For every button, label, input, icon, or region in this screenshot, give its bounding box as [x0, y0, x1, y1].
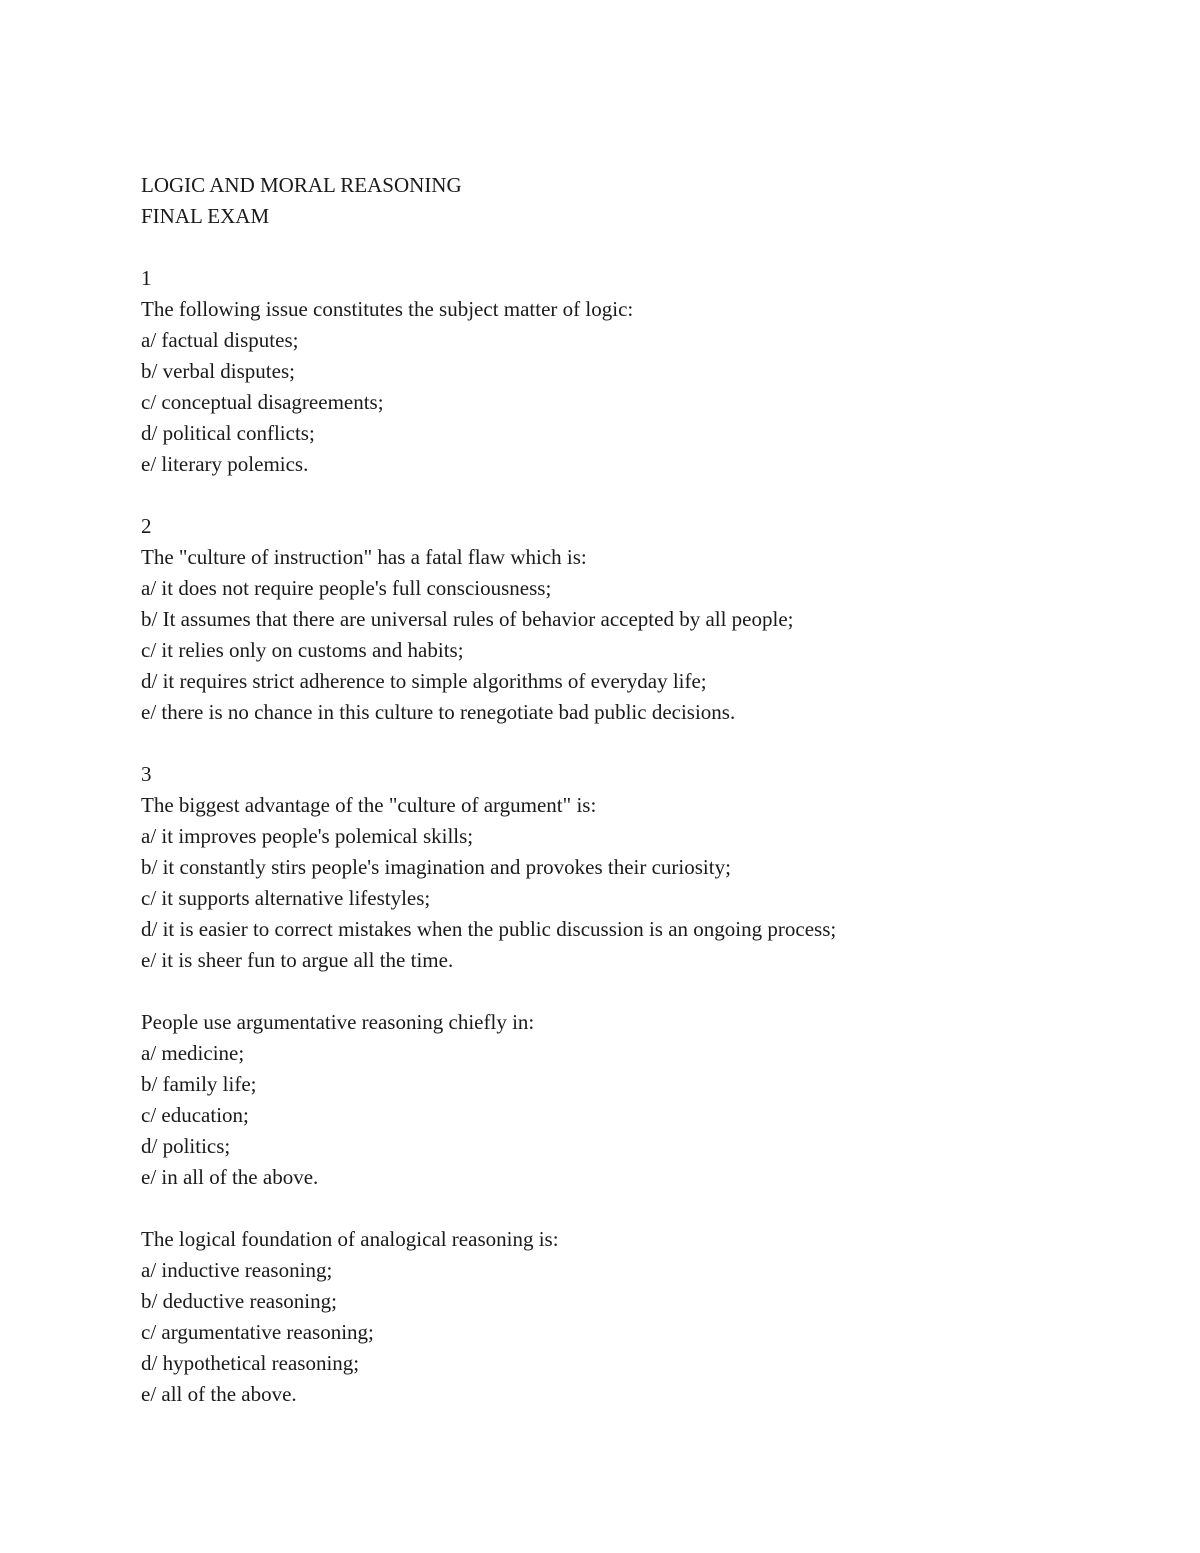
title-block: [141, 170, 1101, 232]
question-5: [141, 1224, 1101, 1410]
option-e: e/ literary polemics.: [141, 452, 309, 476]
answer-options: [141, 1038, 1101, 1193]
option-a: a/ factual disputes;: [141, 328, 299, 352]
answer-options: [141, 1255, 1101, 1410]
document-title: LOGIC AND MORAL REASONING: [141, 173, 462, 197]
option-b: b/ family life;: [141, 1072, 257, 1096]
answer-options: [141, 325, 1101, 480]
question-number: 1: [141, 266, 152, 290]
document-body: [141, 170, 1101, 1410]
option-a: a/ it improves people's polemical skills;: [141, 824, 474, 848]
question-1: [141, 263, 1101, 480]
question-prompt: People use argumentative reasoning chiefly in:: [141, 1010, 535, 1034]
option-a: a/ it does not require people's full consciousness;: [141, 576, 552, 600]
question-2: [141, 511, 1101, 728]
question-prompt: The "culture of instruction" has a fatal flaw which is:: [141, 545, 587, 569]
question-3: [141, 759, 1101, 976]
option-a: a/ medicine;: [141, 1041, 245, 1065]
option-e: e/ in all of the above.: [141, 1165, 319, 1189]
option-c: c/ argumentative reasoning;: [141, 1320, 374, 1344]
option-e: e/ there is no chance in this culture to renegotiate bad public decisions.: [141, 700, 736, 724]
question-prompt: The biggest advantage of the "culture of argument" is:: [141, 793, 597, 817]
option-b: b/ It assumes that there are universal rules of behavior accepted by all people;: [141, 607, 794, 631]
option-b: b/ it constantly stirs people's imagination and provokes their curiosity;: [141, 855, 731, 879]
option-d: d/ it is easier to correct mistakes when the public discussion is an ongoing process;: [141, 917, 837, 941]
option-d: d/ political conflicts;: [141, 421, 315, 445]
option-d: d/ politics;: [141, 1134, 231, 1158]
document-subtitle: FINAL EXAM: [141, 204, 270, 228]
answer-options: [141, 821, 1101, 976]
question-number: 3: [141, 762, 152, 786]
option-c: c/ education;: [141, 1103, 249, 1127]
answer-options: [141, 573, 1101, 728]
option-c: c/ it relies only on customs and habits;: [141, 638, 464, 662]
option-e: e/ all of the above.: [141, 1382, 297, 1406]
option-b: b/ verbal disputes;: [141, 359, 295, 383]
option-d: d/ hypothetical reasoning;: [141, 1351, 360, 1375]
question-prompt: The logical foundation of analogical reasoning is:: [141, 1227, 559, 1251]
option-d: d/ it requires strict adherence to simple algorithms of everyday life;: [141, 669, 707, 693]
question-4: [141, 1007, 1101, 1193]
option-a: a/ inductive reasoning;: [141, 1258, 333, 1282]
option-c: c/ it supports alternative lifestyles;: [141, 886, 431, 910]
question-prompt: The following issue constitutes the subject matter of logic:: [141, 297, 634, 321]
question-number: 2: [141, 514, 152, 538]
option-c: c/ conceptual disagreements;: [141, 390, 384, 414]
option-e: e/ it is sheer fun to argue all the time.: [141, 948, 454, 972]
option-b: b/ deductive reasoning;: [141, 1289, 337, 1313]
